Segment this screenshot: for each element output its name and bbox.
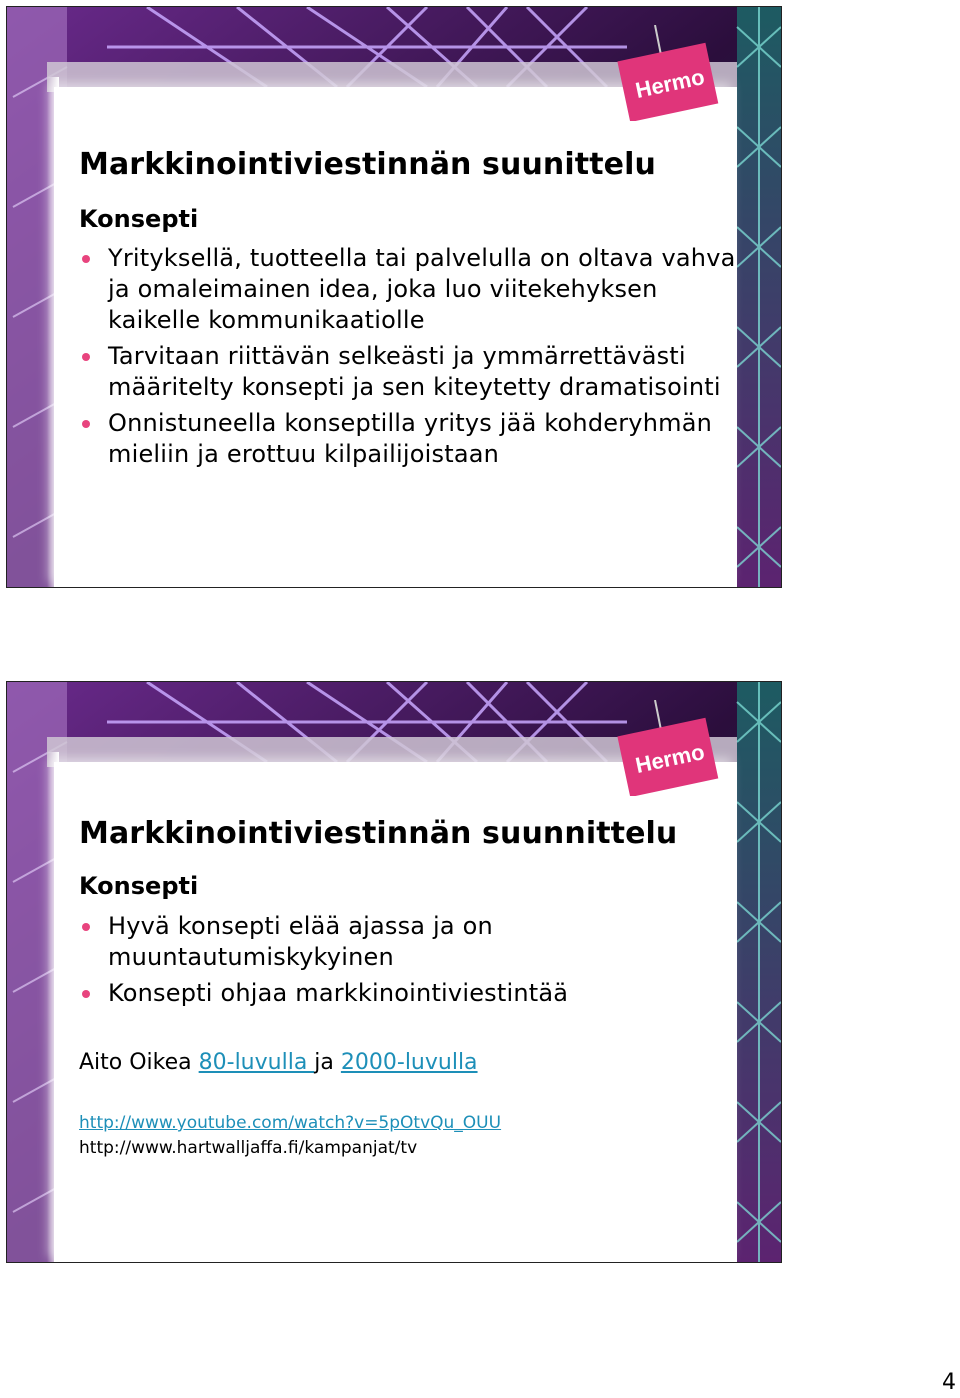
page-number: 4 (942, 1370, 956, 1395)
list-item: Konsepti ohjaa markkinointiviestintää (79, 978, 739, 1009)
bullet-list (79, 911, 739, 1014)
line-prefix: Aito Oikea (79, 1050, 199, 1075)
slide-2 (6, 681, 782, 1263)
hermo-tag-logo (611, 25, 729, 121)
list-item: Yrityksellä, tuotteella tai palvelulla on oltava vahva ja omaleimainen idea, joka luo viitekehyksen kaikelle kommunikaatiolle (79, 243, 739, 336)
line-mid: ja (314, 1050, 341, 1075)
list-item: Hyvä konsepti elää ajassa ja on muuntautumiskykyinen (79, 911, 739, 973)
video-links-line (79, 1050, 478, 1075)
brand-label: Hermo (633, 739, 707, 778)
list-item: Tarvitaan riittävän selkeästi ja ymmärrettävästi määritelty konsepti ja sen kiteytetty dramatisointi (79, 341, 739, 403)
campaign-url: http://www.hartwalljaffa.fi/kampanjat/tv (79, 1138, 418, 1158)
hermo-tag-logo (611, 700, 729, 796)
slide-subtitle: Konsepti (79, 872, 199, 900)
slide-title: Markkinointiviestinnän suunittelu (79, 147, 656, 182)
link-2000s[interactable]: 2000-luvulla (340, 1050, 478, 1075)
slide-subtitle: Konsepti (79, 205, 199, 233)
bullet-list (79, 243, 739, 475)
brand-label: Hermo (633, 64, 707, 103)
link-80s[interactable]: 80-luvulla (198, 1050, 315, 1075)
slide-title: Markkinointiviestinnän suunnittelu (79, 816, 678, 851)
list-item: Onnistuneella konseptilla yritys jää kohderyhmän mieliin ja erottuu kilpailijoistaan (79, 408, 739, 470)
youtube-url-link[interactable]: http://www.youtube.com/watch?v=5pOtvQu_OUU (79, 1113, 502, 1133)
slide-1 (6, 6, 782, 588)
